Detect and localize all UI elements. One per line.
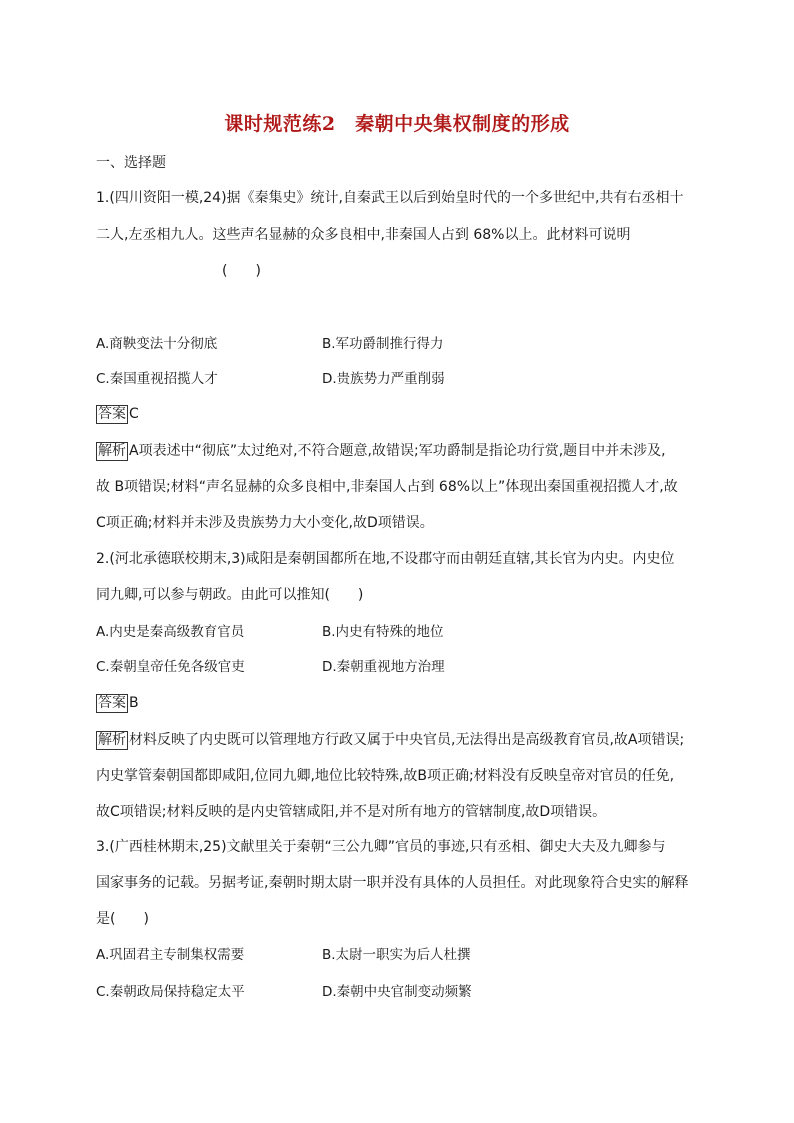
q1-answer [96,405,139,424]
q2-analysis-line1: 解析 材料反映了内史既可以管理地方行政又属于中央官员,无法得出是高级教育官员,故A项错误; [98,732,685,748]
q1-option-d: D.贵族势力严重削弱 [322,371,445,387]
section-heading: 一、选择题 [96,155,166,171]
q2-stem-line1: 2.(河北承德联校期末,3)咸阳是秦朝国都所在地,不设郡守而由朝廷直辖,其长官为内史。内史位 [96,551,675,567]
answer-label: 答案 [98,406,126,422]
q2-analysis-line3: 故C项错误;材料反映的是内史管辖咸阳,并不是对所有地方的管辖制度,故D项错误。 [96,804,607,820]
q1-analysis-line1: 解析 A项表述中“彻底”太过绝对,不符合题意,故错误;军功爵制是指论功行赏,题目中并未涉及, [98,443,666,459]
q3-stem-line1: 3.(广西桂林期末,25)文献里关于秦朝“三公九卿”官员的事迹,只有丞相、御史大夫及九卿参与 [96,839,666,855]
q2-option-b: B.内史有特殊的地位 [322,624,444,640]
q1-stem-line1: 1.(四川资阳一模,24)据《秦集史》统计,自秦武王以后到始皇时代的一个多世纪中,共有右丞相十 [96,190,684,206]
q1-analysis-line2: 故 B项错误;材料“声名显赫的众多良相中,非秦国人占到 68%以上”体现出秦国重视招揽人才,故 [96,479,678,495]
q3-stem-line2: 国家事务的记载。另据考证,秦朝时期太尉一职并没有具体的人员担任。对此现象符合史实的解释 [96,875,689,891]
q1-answer-bracket: ( ) [222,263,261,279]
q2-answer [96,694,139,713]
page-title: 课时规范练2 秦朝中央集权制度的形成 [224,113,570,135]
q3-option-b: B.太尉一职实为后人杜撰 [322,947,471,963]
q2-analysis-line2: 内史掌管秦朝国都即咸阳,位同九卿,地位比较特殊,故B项正确;材料没有反映皇帝对官员的任免, [96,768,675,784]
answer-label: 答案 [98,695,126,711]
q2-option-c: C.秦朝皇帝任免各级官吏 [96,659,245,675]
q3-stem-line3: 是( ) [96,911,149,927]
q1-option-a: A.商鞅变法十分彻底 [96,336,218,352]
analysis-label: 解析 [98,443,126,459]
analysis-label: 解析 [98,732,126,748]
q2-option-d: D.秦朝重视地方治理 [322,659,445,675]
q2-answer-value: B [129,695,139,711]
q1-option-b: B.军功爵制推行得力 [322,336,444,352]
q3-option-d: D.秦朝中央官制变动频繁 [322,984,472,1000]
q3-option-a: A.巩固君主专制集权需要 [96,947,245,963]
q2-option-a: A.内史是秦高级教育官员 [96,624,245,640]
q1-stem-line2: 二人,左丞相九人。这些声名显赫的众多良相中,非秦国人占到 68%以上。此材料可说明 [96,227,631,243]
q1-option-c: C.秦国重视招揽人才 [96,371,218,387]
q1-analysis-line3: C项正确;材料并未涉及贵族势力大小变化,故D项错误。 [96,515,434,531]
q2-stem-line2: 同九卿,可以参与朝政。由此可以推知( ) [96,587,364,603]
q1-answer-value: C [129,406,139,422]
q3-option-c: C.秦朝政局保持稳定太平 [96,984,245,1000]
